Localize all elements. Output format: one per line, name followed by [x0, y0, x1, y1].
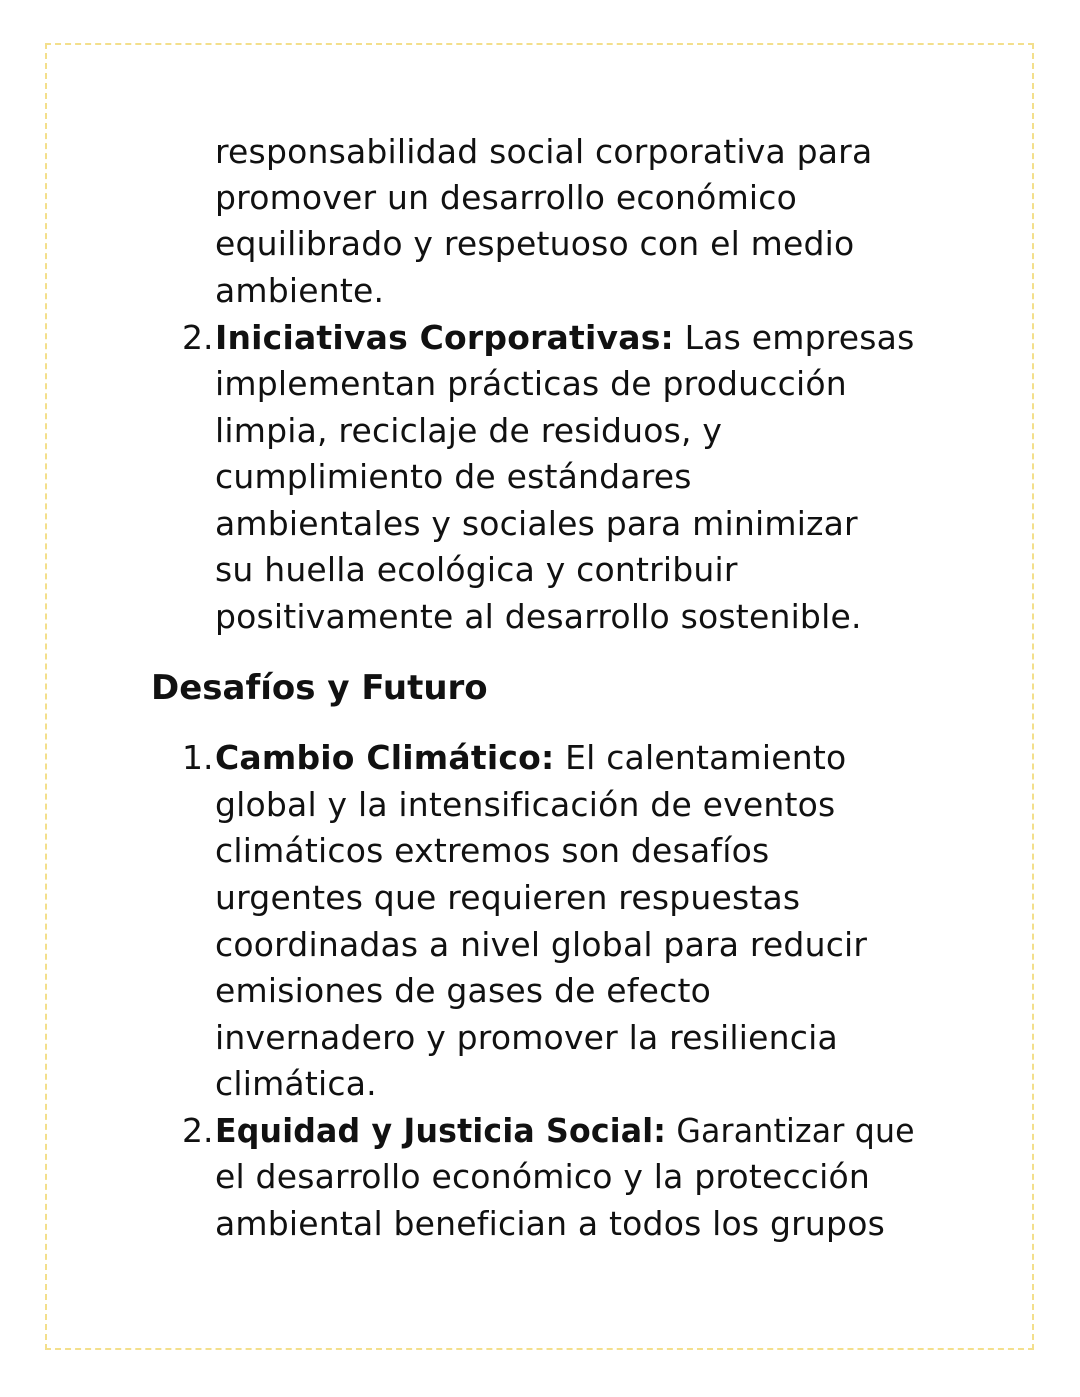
- list-item-first-line: [215, 315, 914, 361]
- list-item-line: emisiones de gases de efecto: [215, 971, 711, 1010]
- continuation-line: promover un desarrollo económico: [215, 178, 798, 217]
- list-item-text: Garantizar que: [666, 1111, 915, 1150]
- list-item-line: ambientales y sociales para minimizar: [215, 504, 858, 543]
- section-heading: Desafíos y Futuro: [151, 668, 488, 708]
- list-number: 2.: [182, 318, 214, 357]
- list-item-line: su huella ecológica y contribuir: [215, 550, 738, 589]
- list-item-first-line: [215, 1108, 915, 1154]
- list-item-term: Equidad y Justicia Social:: [215, 1111, 667, 1150]
- list-item-line: cumplimiento de estándares: [215, 457, 692, 496]
- continuation-line: responsabilidad social corporativa para: [215, 132, 873, 171]
- list-item-line: invernadero y promover la resiliencia: [215, 1018, 838, 1057]
- list-item-line: el desarrollo económico y la protección: [215, 1157, 871, 1196]
- list-number: 1.: [182, 738, 214, 777]
- list-number: 2.: [182, 1111, 214, 1150]
- list-item-line: positivamente al desarrollo sostenible.: [215, 597, 862, 636]
- list-item-text: El calentamiento: [554, 738, 847, 777]
- list-item-line: implementan prácticas de producción: [215, 364, 847, 403]
- list-item-line: coordinadas a nivel global para reducir: [215, 925, 868, 964]
- list-item-first-line: [215, 735, 846, 781]
- list-item-line: climática.: [215, 1064, 377, 1103]
- list-item-text: Las empresas: [673, 318, 915, 357]
- list-item-line: limpia, reciclaje de residuos, y: [215, 411, 723, 450]
- list-item-line: climáticos extremos son desafíos: [215, 831, 770, 870]
- list-item-term: Iniciativas Corporativas:: [215, 318, 674, 357]
- list-item-line: urgentes que requieren respuestas: [215, 878, 801, 917]
- list-item-line: global y la intensificación de eventos: [215, 785, 836, 824]
- list-item-line: ambiental benefician a todos los grupos: [215, 1204, 885, 1243]
- continuation-line: ambiente.: [215, 271, 385, 310]
- list-item-term: Cambio Climático:: [215, 738, 555, 777]
- continuation-line: equilibrado y respetuoso con el medio: [215, 224, 855, 263]
